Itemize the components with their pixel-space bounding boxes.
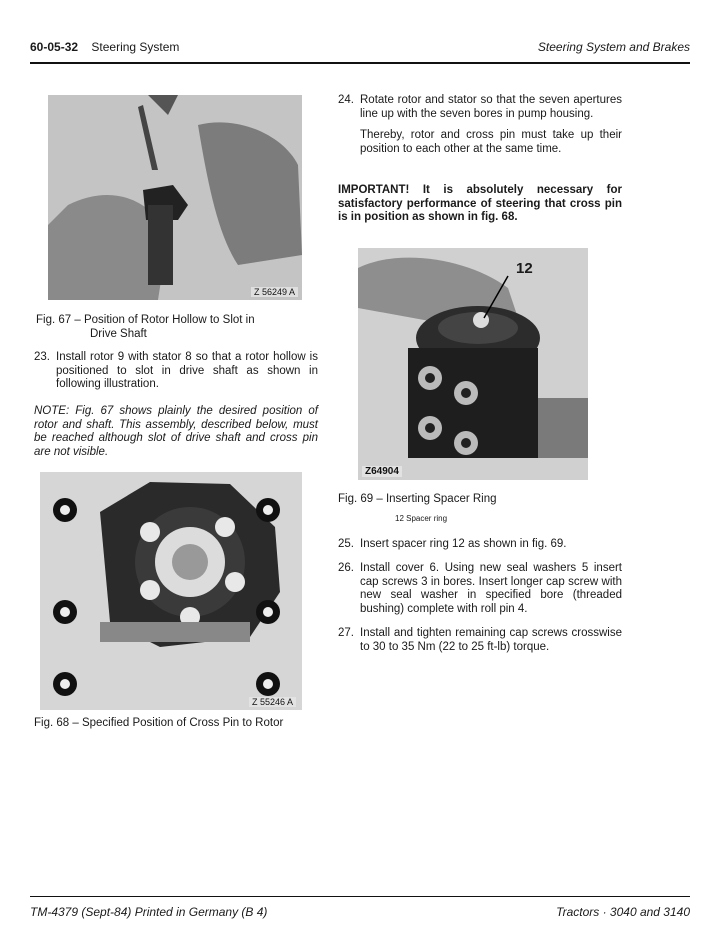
step-26-number: 26.: [338, 562, 354, 574]
important-paragraph: IMPORTANT! It is absolutely necessary for satisfactory performance of steering that cross pin is in position as shown in fig. 68.: [338, 184, 622, 223]
step-24-number: 24.: [338, 94, 354, 106]
fig67-photo: [48, 95, 302, 300]
step-23: [34, 351, 318, 392]
footer-rule: [30, 896, 690, 897]
step-24-text-2: Thereby, rotor and cross pin must take up their position to each other at the same time.: [360, 129, 622, 155]
step-26-text: Install cover 6. Using new seal washers 5 insert cap screws 3 in bores. Insert longer cap screw with new seal washer in specified bore (threaded bushing) complete with roll pin 4.: [360, 562, 622, 615]
fig67-photo-code: Z 56249 A: [251, 287, 298, 297]
step-27: [338, 627, 622, 654]
header-rule: [30, 62, 690, 64]
group-title: Steering System and Brakes: [537, 40, 690, 54]
step-23-text: Install rotor 9 with stator 8 so that a rotor hollow is positioned to slot in drive shaft as shown in following illustration.: [56, 351, 318, 390]
step-23-number: 23.: [34, 351, 50, 363]
fig69-photo: [358, 248, 588, 480]
fig68-photo: [40, 472, 302, 710]
step-25: [338, 538, 622, 552]
fig68-caption: Fig. 68 – Specified Position of Cross Pin to Rotor: [34, 717, 284, 729]
step-24-text: Rotate rotor and stator so that the seven apertures line up with the seven bores in pump housing.: [360, 94, 622, 120]
step-27-text: Install and tighten remaining cap screws crosswise to 30 to 35 Nm (22 to 25 ft-lb) torque.: [360, 627, 622, 653]
section-title: Steering System: [91, 40, 180, 54]
page-header-left: [30, 40, 179, 54]
fig69-callout-12: 12: [516, 260, 533, 277]
fig68-photo-code: Z 55246 A: [249, 697, 296, 707]
fig69-photo-code: Z64904: [362, 466, 402, 477]
step-26: [338, 562, 622, 616]
step-24: [338, 94, 622, 156]
step-25-text: Insert spacer ring 12 as shown in fig. 69.: [360, 538, 567, 550]
fig67-caption-line2: Drive Shaft: [90, 328, 147, 340]
page-number: 60-05-32: [30, 40, 79, 54]
step-25-number: 25.: [338, 538, 354, 550]
footer-left: TM-4379 (Sept-84) Printed in Germany (B 4): [30, 905, 268, 919]
fig69-caption: Fig. 69 – Inserting Spacer Ring: [338, 493, 497, 505]
footer-right: Tractors · 3040 and 3140: [556, 905, 690, 919]
fig67-caption-line1: Fig. 67 – Position of Rotor Hollow to Slot in: [36, 314, 255, 326]
fig69-legend: 12 Spacer ring: [395, 514, 448, 523]
step-27-number: 27.: [338, 627, 354, 639]
fig67-caption: [36, 313, 326, 341]
note-paragraph: NOTE: Fig. 67 shows plainly the desired position of rotor and shaft. This assembly, described below, must be reached although slot of drive shaft and cross pin are not visible.: [34, 405, 318, 458]
